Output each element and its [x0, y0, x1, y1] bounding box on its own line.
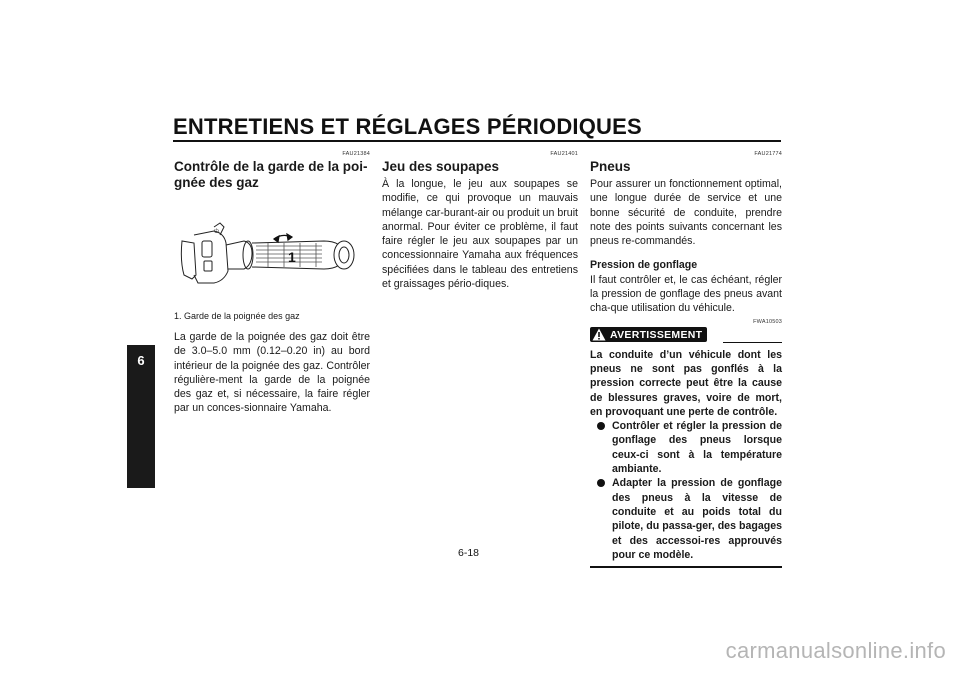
throttle-grip-drawing [174, 213, 370, 289]
bullet-dot-icon [597, 479, 605, 487]
figure-label: 1 [288, 249, 296, 265]
tire-pressure-paragraph: Il faut contrôler et, le cas échéant, régler la pression de gonflage des pneus avant cha-que utilisation du véhicule. [590, 273, 782, 315]
warning-header [590, 326, 782, 344]
bullet-dot-icon [597, 422, 605, 430]
section-code: FAU21384 [342, 151, 370, 157]
warning-label: AVERTISSEMENT [610, 328, 703, 341]
warning-code: FWA10503 [753, 318, 782, 325]
throttle-grip-illustration [174, 213, 370, 289]
svg-text:⏻: ⏻ [214, 229, 219, 235]
section-heading-throttle: Contrôle de la garde de la poi-gnée des gaz [174, 159, 368, 190]
page-title: ENTRETIENS ET RÉGLAGES PÉRIODIQUES [173, 114, 642, 139]
chapter-tab: 6 [127, 345, 155, 488]
column-valves [382, 150, 578, 291]
page-number: 6-18 [458, 547, 480, 559]
warning-badge [590, 327, 707, 342]
section-heading-valves: Jeu des soupapes [382, 159, 500, 174]
list-item: Contrôler et régler la pression de gonflage des pneus lorsque ceux-ci sont à la température ambiante. [590, 419, 782, 476]
title-rule [173, 140, 781, 142]
warning-triangle-icon [592, 328, 606, 341]
section-heading-tires: Pneus [590, 159, 631, 174]
column-throttle [174, 150, 370, 416]
section-code: FAU21401 [550, 151, 578, 157]
column-tires [590, 150, 782, 568]
warning-bullet-list [590, 419, 782, 562]
figure-caption: 1. Garde de la poignée des gaz [174, 311, 300, 321]
watermark: carmanualsonline.info [725, 638, 946, 663]
tires-paragraph: Pour assurer un fonctionnement optimal, une longue durée de service et une bonne sécurité de conduite, prendre note des points suivants concernant les pneus re-commandés. [590, 178, 782, 248]
warning-text: La conduite d’un véhicule dont les pneus ne sont pas gonflés à la pression correcte peut être la cause de blessures graves, voire de mort, en provoquant une perte de contrôle. [590, 348, 782, 418]
list-item: Adapter la pression de gonflage des pneus à la vitesse de conduite et au poids total du pilote, du passa-ger, des bagages et des accessoi-res approuvés pour ce modèle. [590, 476, 782, 562]
section-code: FAU21774 [754, 151, 782, 157]
valves-paragraph: À la longue, le jeu aux soupapes se modifie, ce qui provoque un mauvais mélange car-burant-air ou produit un bruit anormal. Pour éviter ce problème, il faut faire régler le jeu aux soupapes par un concessionnaire Yamaha aux fréquences spécifiées dans le tableau des entretiens et graissages pério-diques. [382, 178, 578, 291]
subheading-tire-pressure: Pression de gonflage [590, 259, 698, 272]
throttle-paragraph: La garde de la poignée des gaz doit être de 3.0–5.0 mm (0.12–0.20 in) au bord intérieur de la poignée des gaz. Contrôler régulière-ment la garde de la poignée des gaz et, si nécessaire, la faire régler par un conces-sionnaire Yamaha. [174, 331, 370, 415]
warning-end-rule [590, 566, 782, 568]
